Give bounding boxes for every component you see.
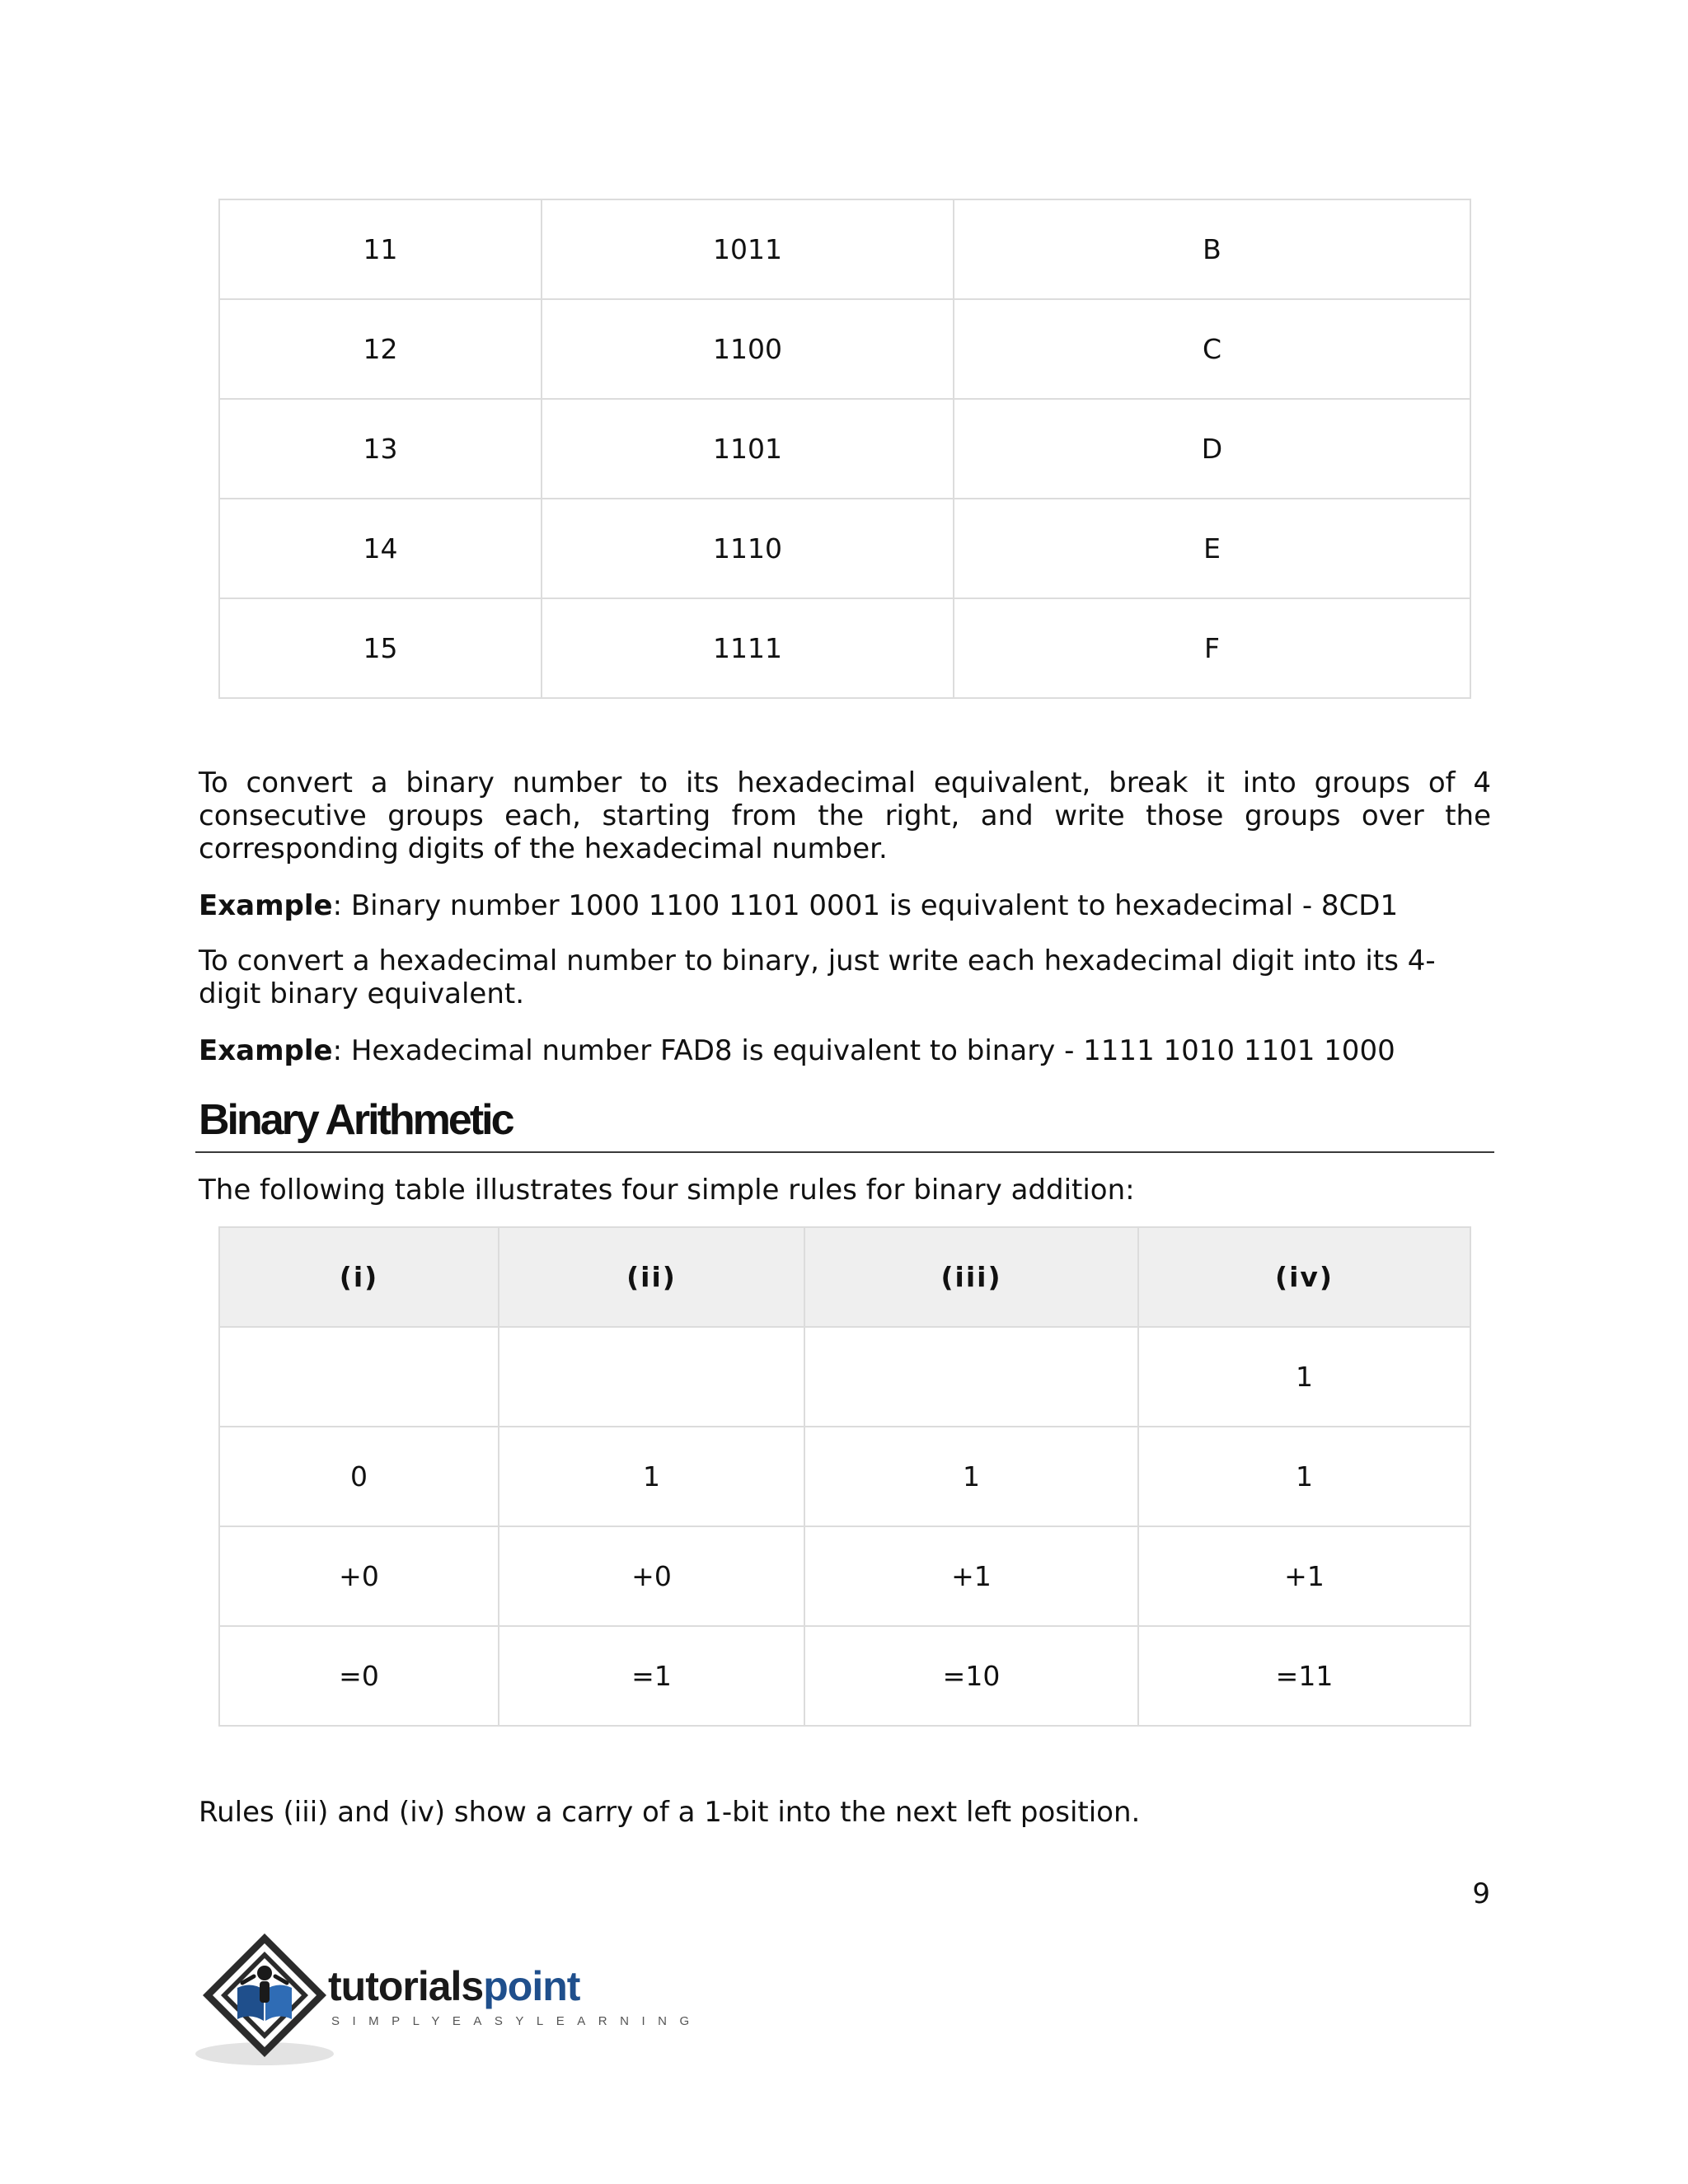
table-cell [499,1327,804,1427]
table-header-row [219,1227,1470,1327]
example-text: : Binary number 1000 1100 1101 0001 is equivalent to hexadecimal - 8CD1 [332,889,1399,922]
table-cell: =0 [219,1626,499,1726]
table-cell: =1 [499,1626,804,1726]
logo-wordmark [328,1963,579,2009]
column-header: (i) [219,1227,499,1327]
binary-cell: 1111 [542,598,954,698]
binary-cell: 1011 [542,199,954,299]
logo-word-point: point [483,1963,580,2009]
section-heading: Binary Arithmetic [199,1096,513,1144]
table-cell: 1 [1138,1327,1470,1427]
hex-to-binary-paragraph: To convert a hexadecimal number to binary, just write each hexadecimal digit into its 4-digit binary equivalent. [199,944,1436,1010]
binary-cell: 1101 [542,399,954,499]
table-cell: +1 [804,1526,1138,1626]
decimal-cell: 13 [219,399,542,499]
tutorialspoint-logo [195,1929,702,2069]
column-header: (iv) [1138,1227,1470,1327]
table-row [219,1327,1470,1427]
table-cell [804,1327,1138,1427]
table-cell: 1 [1138,1427,1470,1526]
decimal-cell: 11 [219,199,542,299]
table-cell: =10 [804,1626,1138,1726]
carry-note-paragraph: Rules (iii) and (iv) show a carry of a 1-bit into the next left position. [199,1796,1141,1829]
hex-cell: B [954,199,1470,299]
binary-cell: 1100 [542,299,954,399]
hex-cell: D [954,399,1470,499]
page-number: 9 [1472,1877,1490,1910]
binary-cell: 1110 [542,499,954,598]
binary-to-hex-paragraph: To convert a binary number to its hexadecimal equivalent, break it into groups of 4 consecutive groups each, starting from the right, and write those groups over the corresponding digits of the hexadecimal number. [199,766,1491,865]
decimal-cell: 12 [219,299,542,399]
heading-divider [195,1151,1494,1153]
binary-addition-table [218,1226,1471,1727]
example-label: Example [199,1034,333,1067]
table-row [219,199,1470,299]
table-row [219,399,1470,499]
example-label: Example [199,889,333,922]
hex-cell: C [954,299,1470,399]
logo-word-tutorials: tutorials [328,1963,484,2009]
logo-emblem-icon [195,1929,335,2069]
table-cell: 0 [219,1427,499,1526]
table-cell: =11 [1138,1626,1470,1726]
table-row [219,1526,1470,1626]
example-binary-to-hex [199,889,1491,922]
rules-intro-paragraph: The following table illustrates four simple rules for binary addition: [199,1174,1135,1207]
table-cell [219,1327,499,1427]
table-row [219,499,1470,598]
column-header: (ii) [499,1227,804,1327]
hex-conversion-table [218,199,1471,699]
table-row [219,1626,1470,1726]
table-row [219,598,1470,698]
table-cell: +1 [1138,1526,1470,1626]
logo-tagline: SIMPLYEASYLEARNING [331,2014,702,2028]
column-header: (iii) [804,1227,1138,1327]
decimal-cell: 14 [219,499,542,598]
table-cell: +0 [219,1526,499,1626]
example-hex-to-binary [199,1034,1491,1067]
table-cell: +0 [499,1526,804,1626]
table-row [219,299,1470,399]
hex-cell: E [954,499,1470,598]
table-cell: 1 [499,1427,804,1526]
example-text: : Hexadecimal number FAD8 is equivalent to binary - 1111 1010 1101 1000 [332,1034,1395,1067]
table-row [219,1427,1470,1526]
hex-cell: F [954,598,1470,698]
decimal-cell: 15 [219,598,542,698]
table-cell: 1 [804,1427,1138,1526]
